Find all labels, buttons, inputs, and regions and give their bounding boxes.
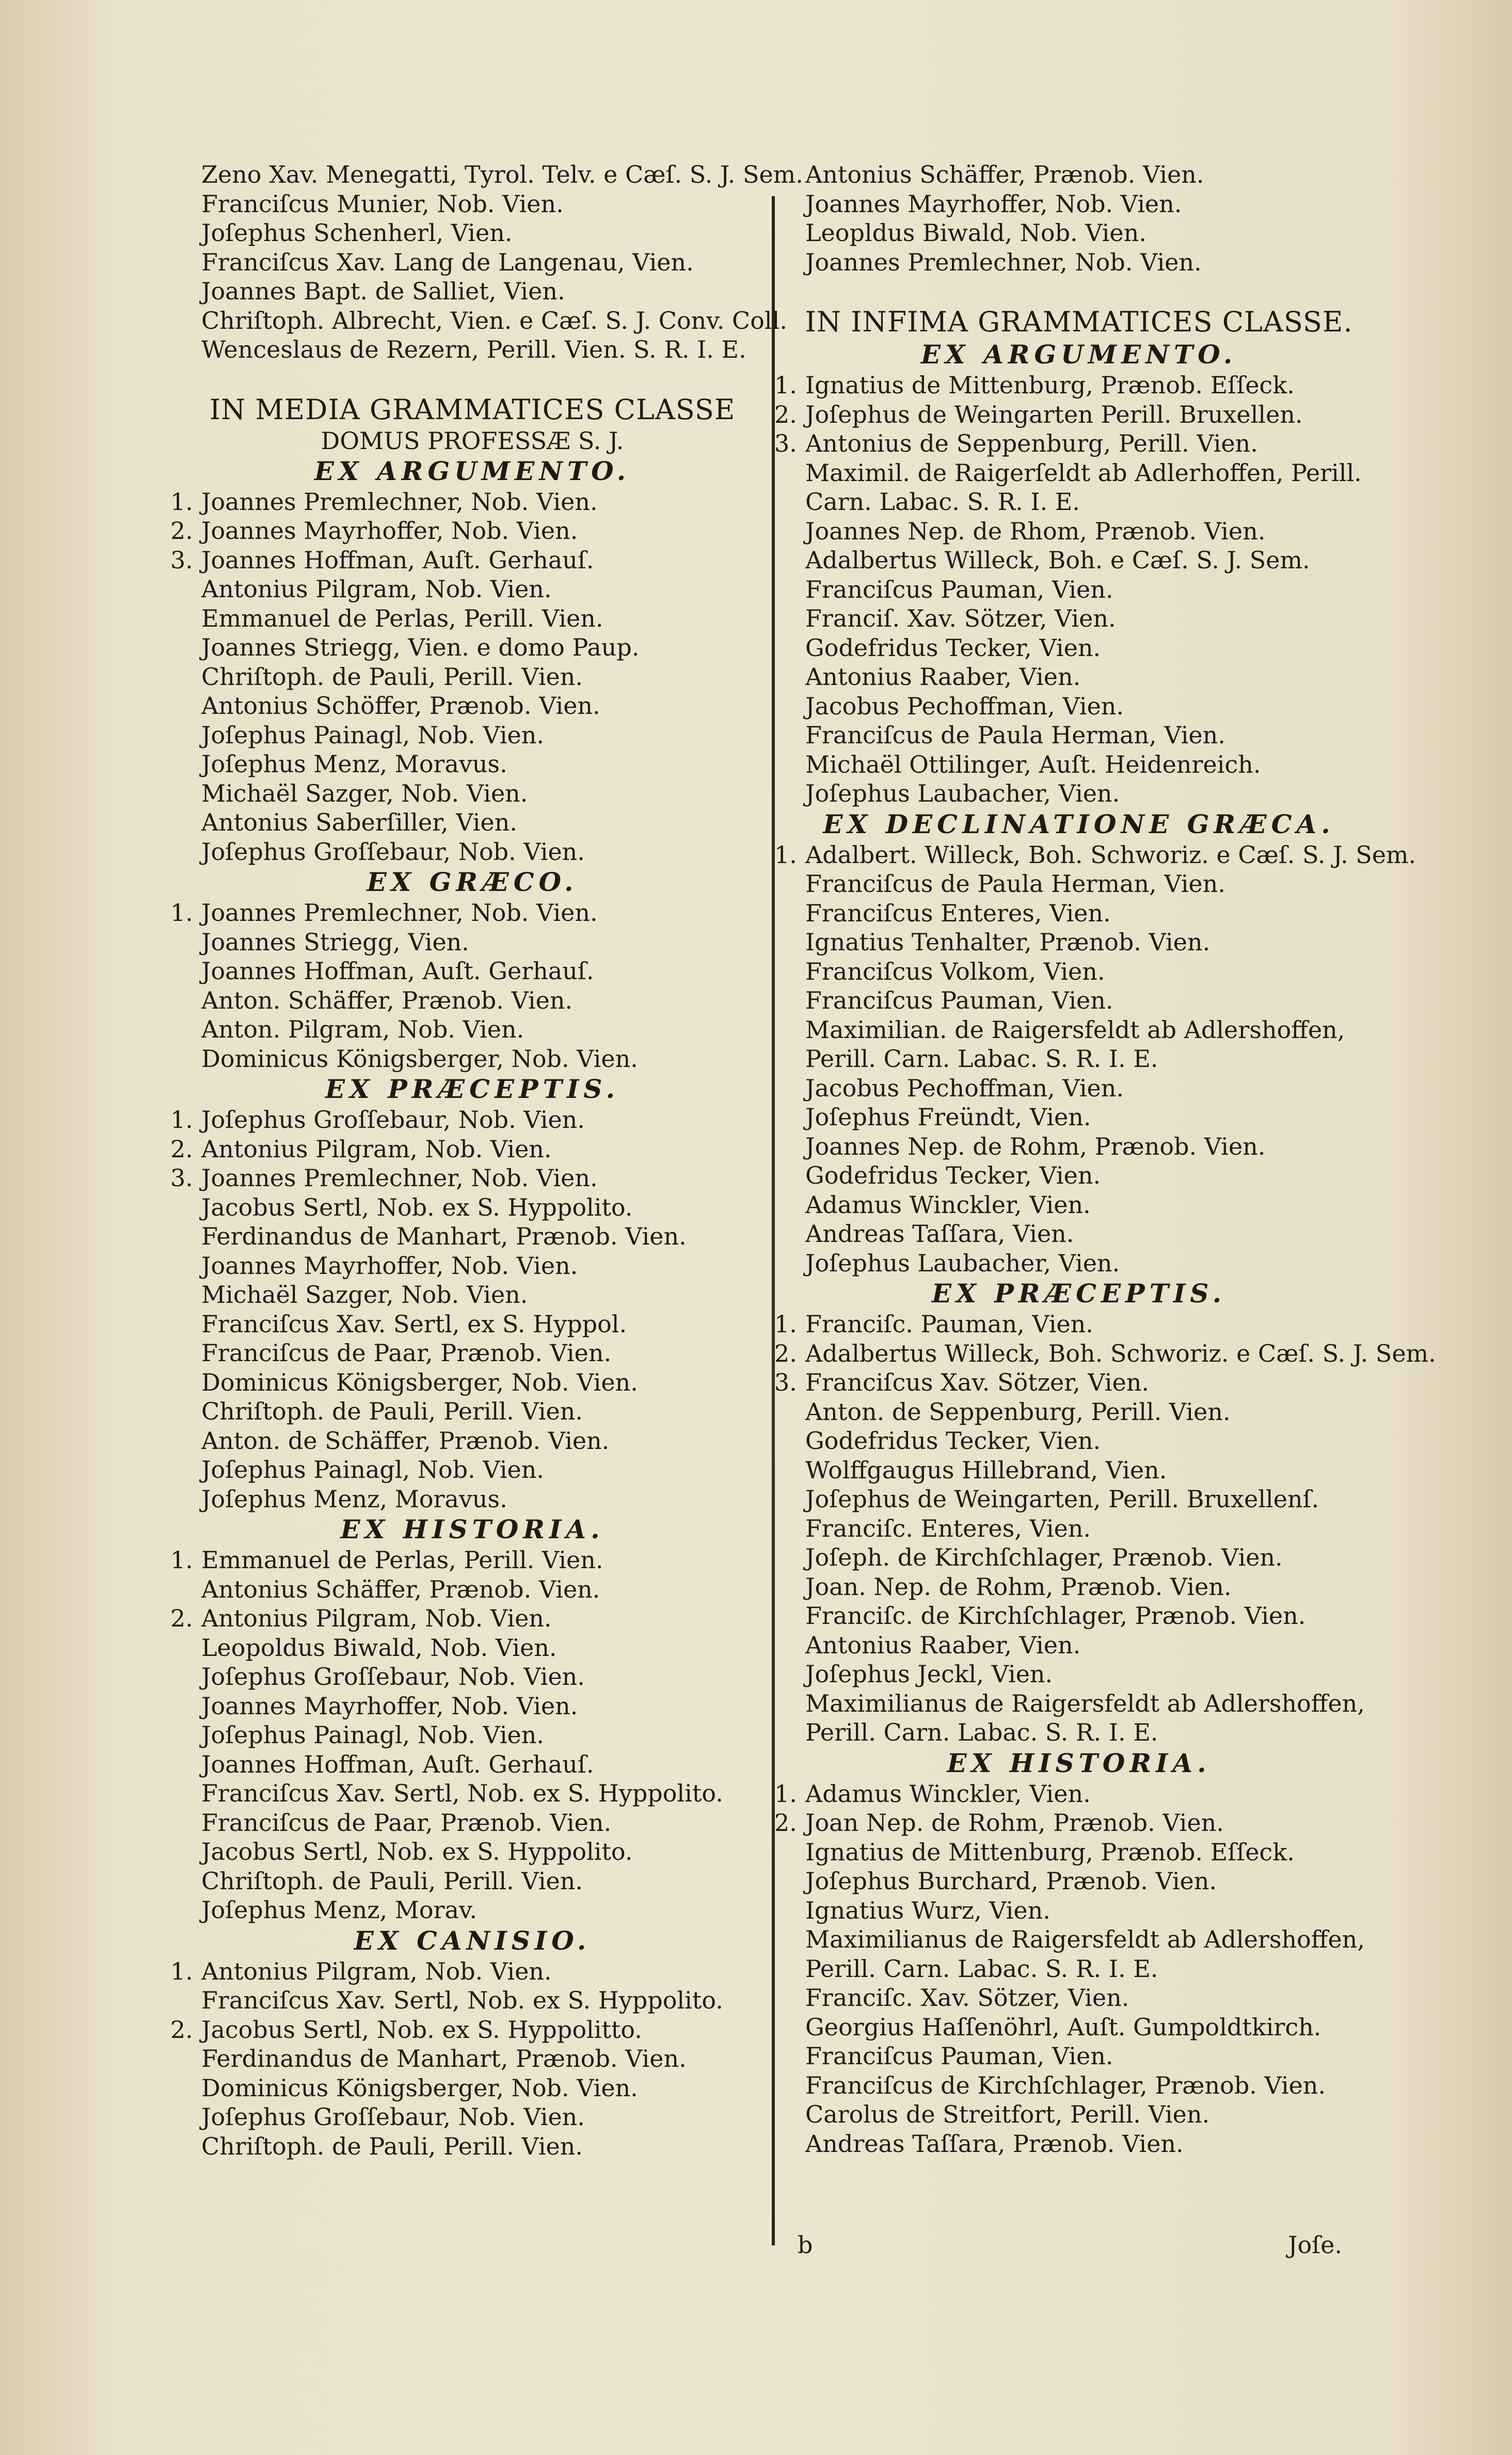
- section-ex-argumento-left: [170, 455, 774, 867]
- entry-text: Joannes Striegg, Vien. e domo Paup.: [201, 633, 640, 661]
- list-item: [774, 1543, 1383, 1572]
- entry-text: Joannes Bapt. de Salliet, Vien.: [201, 277, 565, 305]
- list-item: [774, 779, 1383, 808]
- entry-text: Joſephus de Weingarten Perill. Bruxellen.: [805, 400, 1303, 428]
- entry-text: Antonius Schäffer, Prænob. Vien.: [201, 1575, 600, 1603]
- entry-text: Wenceslaus de Rezern, Perill. Vien. S. R. I. E.: [201, 336, 746, 363]
- ranked-entry: [170, 1633, 774, 1663]
- entry-text: Franciſcus Pauman, Vien.: [805, 2042, 1113, 2070]
- entry-text: Antonius Pilgram, Nob. Vien.: [201, 575, 552, 603]
- entry-text: Leopoldus Biwald, Nob. Vien.: [201, 1633, 557, 1662]
- rank-number: 1.: [774, 1310, 797, 1338]
- list-item: [774, 1219, 1383, 1249]
- ranked-entry: [774, 1808, 1383, 1838]
- entry-text: Franciſc. de Kirchſchlager, Prænob. Vien.: [805, 1602, 1306, 1630]
- rank-number: 1.: [170, 1546, 193, 1574]
- entry-text: Dominicus Königsberger, Nob. Vien.: [201, 1044, 638, 1073]
- list-item: [170, 160, 803, 189]
- entry-text: Godefridus Tecker, Vien.: [805, 1161, 1101, 1189]
- entry-text: Joſephus Menz, Moravus.: [201, 1485, 507, 1513]
- list-item: [774, 1161, 1383, 1190]
- list-item: [170, 189, 774, 219]
- section-title: EX ARGUMENTO.: [314, 455, 631, 486]
- ranked-entry: [774, 458, 1383, 488]
- entry-text: Chriſtoph. de Pauli, Perill. Vien.: [201, 662, 583, 691]
- entry-text: Joannes Nep. de Rohm, Prænob. Vien.: [805, 1132, 1266, 1160]
- entry-text: Maximil. de Raigerſeldt ab Adlerhoffen, Perill.: [805, 458, 1362, 487]
- list-item: [170, 2132, 774, 2161]
- ranked-entry: [170, 1575, 774, 1604]
- list-item: [774, 1896, 1383, 1925]
- list-item: [170, 1662, 774, 1692]
- list-item: [774, 1514, 1383, 1543]
- entry-text: Adamus Winckler, Vien.: [805, 1779, 1091, 1808]
- entry-text: Franciſcus de Paar, Prænob. Vien.: [201, 1339, 612, 1367]
- entry-text: Antonius Pilgram, Nob. Vien.: [201, 1604, 552, 1632]
- list-item: [170, 1720, 774, 1750]
- list-item: [774, 248, 1383, 277]
- rank-number: 2.: [170, 1604, 193, 1632]
- entry-text: Joannes Striegg, Vien.: [201, 928, 469, 956]
- rank-number: 1.: [774, 371, 797, 399]
- list-item: [774, 1485, 1383, 1514]
- class-subheading-domus: DOMUS PROFESSÆ S. J.: [321, 426, 624, 455]
- list-item: [774, 1572, 1383, 1602]
- list-item: [774, 1983, 1383, 2013]
- entry-text: Jacobus Sertl, Nob. ex S. Hyppolitto.: [201, 2015, 642, 2044]
- list-item: [774, 575, 1383, 604]
- entry-text: Joannes Premlechner, Nob. Vien.: [201, 1164, 598, 1192]
- entry-text: Joſephus Laubacher, Vien.: [805, 1249, 1120, 1277]
- list-item: [774, 692, 1383, 721]
- list-item: [170, 986, 774, 1015]
- entry-text: Jacobus Sertl, Nob. ex S. Hyppolito.: [201, 1193, 633, 1221]
- entry-text: Dominicus Königsberger, Nob. Vien.: [201, 1368, 638, 1396]
- entry-text: Chriſtoph. de Pauli, Perill. Vien.: [201, 1867, 583, 1895]
- entry-text: Franciſc. Pauman, Vien.: [805, 1310, 1093, 1338]
- entry-text: Franciſcus Enteres, Vien.: [805, 899, 1111, 927]
- entry-text: Joannes Mayrhoffer, Nob. Vien.: [201, 1251, 578, 1280]
- entry-text: Joſephus Groſſebaur, Nob. Vien.: [201, 2103, 585, 2131]
- rank-number: 3.: [170, 546, 193, 574]
- entry-text: Franciſcus Pauman, Vien.: [805, 986, 1113, 1014]
- rank-number: 1.: [774, 840, 797, 869]
- list-item: [774, 2013, 1383, 2042]
- entry-text: Anton. Schäffer, Prænob. Vien.: [201, 986, 573, 1014]
- list-item: [774, 2129, 1383, 2159]
- list-item: [774, 1718, 1383, 1747]
- entry-text: Ferdinandus de Manhart, Prænob. Vien.: [201, 1222, 687, 1250]
- rank-number: 3.: [774, 1368, 797, 1396]
- list-item: [170, 2044, 774, 2074]
- entry-text: Ferdinandus de Manhart, Prænob. Vien.: [201, 2045, 687, 2073]
- list-item: [170, 1397, 774, 1426]
- right-top-list: [774, 160, 1383, 277]
- entry-text: Carn. Labac. S. R. I. E.: [805, 488, 1080, 516]
- entry-text: Andreas Taſſara, Vien.: [805, 1220, 1074, 1248]
- entry-text: Joannes Premlechner, Nob. Vien.: [201, 487, 598, 516]
- list-item: [774, 869, 1383, 899]
- list-item: [774, 662, 1383, 692]
- entry-text: Carolus de Streitfort, Perill. Vien.: [805, 2100, 1210, 2128]
- class-heading-media: IN MEDIA GRAMMATICES CLASSE: [209, 393, 736, 426]
- list-item: [170, 604, 774, 633]
- entry-text: Maximilianus de Raigersfeldt ab Adlershoffen,: [805, 1925, 1365, 1953]
- ranked-entry: [170, 575, 774, 604]
- entry-text: Franciſcus Munier, Nob. Vien.: [201, 189, 564, 218]
- rank-number: 1.: [170, 899, 193, 927]
- ranked-entry: [774, 400, 1383, 429]
- ranked-entry: [170, 898, 774, 928]
- entry-text: Joſephus Painagl, Nob. Vien.: [201, 1456, 545, 1484]
- list-item: [774, 189, 1383, 219]
- list-item: [170, 662, 774, 692]
- section-ex-praeceptis-left: [170, 1073, 774, 1513]
- list-item: [774, 1456, 1383, 1485]
- entry-text: Franciſc. Xav. Sötzer, Vien.: [805, 1984, 1129, 2012]
- section-title: EX DECLINATIONE GRÆCA.: [823, 808, 1335, 839]
- section-title: EX HISTORIA.: [947, 1747, 1211, 1778]
- list-item: [774, 986, 1383, 1015]
- list-item: [774, 1838, 1383, 1867]
- section-title: EX HISTORIA.: [340, 1514, 604, 1544]
- list-item: [774, 957, 1383, 986]
- list-item: [170, 1310, 774, 1339]
- entry-text: Franciſcus Xav. Sertl, ex S. Hyppol.: [201, 1310, 627, 1338]
- entry-text: Maximilian. de Raigersfeldt ab Adlershoffen,: [805, 1015, 1345, 1044]
- list-item: [170, 1426, 774, 1456]
- entry-text: Franciſ. Xav. Sötzer, Vien.: [805, 604, 1116, 632]
- section-title: EX PRÆCEPTIS.: [325, 1074, 619, 1104]
- section-title: EX ARGUMENTO.: [920, 339, 1237, 370]
- ranked-entry: [170, 516, 774, 546]
- entry-text: Joſeph. de Kirchſchlager, Prænob. Vien.: [805, 1543, 1283, 1571]
- entry-text: Joſephus Groſſebaur, Nob. Vien.: [201, 1663, 585, 1691]
- entry-text: Franciſcus Xav. Sertl, Nob. ex S. Hyppolito.: [201, 1779, 723, 1807]
- entry-text: Adalbertus Willeck, Boh. Schworiz. e Cæſ. S. J. Sem.: [805, 1339, 1436, 1367]
- list-item: [774, 517, 1383, 546]
- list-item: [774, 1132, 1383, 1161]
- class-heading-infima: IN INFIMA GRAMMATICES CLASSE.: [805, 306, 1353, 338]
- entry-text: Antonius Raaber, Vien.: [805, 663, 1081, 691]
- entry-text: Adalbertus Willeck, Boh. e Cæſ. S. J. Sem.: [805, 546, 1310, 574]
- list-item: [774, 1190, 1383, 1220]
- rank-number: 2.: [774, 400, 797, 428]
- ranked-entry: [774, 840, 1416, 870]
- list-item: [774, 1249, 1383, 1278]
- entry-text: Jacobus Pechoffman, Vien.: [805, 1074, 1124, 1102]
- rank-number: 2.: [170, 517, 193, 545]
- rank-number: 1.: [170, 1106, 193, 1134]
- list-item: [170, 837, 774, 867]
- entry-text: Joſephus Burchard, Prænob. Vien.: [805, 1867, 1217, 1895]
- list-item: [170, 306, 787, 336]
- list-item: [170, 1338, 774, 1368]
- list-item: [170, 691, 774, 721]
- entry-text: Chriſtoph. de Pauli, Perill. Vien.: [201, 2132, 583, 2160]
- ranked-entry: [170, 1957, 774, 1986]
- rank-number: 3.: [774, 429, 797, 457]
- list-item: [170, 1779, 774, 1808]
- entry-text: Adamus Winckler, Vien.: [805, 1190, 1091, 1219]
- list-item: [170, 1251, 774, 1281]
- ranked-entry: [774, 1368, 1383, 1397]
- entry-text: Antonius Schöffer, Prænob. Vien.: [201, 692, 600, 720]
- section-ex-praeceptis-right: [774, 1278, 1436, 1747]
- ranked-entry: [774, 487, 1383, 517]
- entry-text: Joſephus Groſſebaur, Nob. Vien.: [201, 1106, 585, 1134]
- entry-text: Joannes Hoffman, Auſt. Gerhauſ.: [201, 1750, 594, 1778]
- catchword: Joſe.: [1288, 2231, 1343, 2259]
- entry-text: Joannes Premlechner, Nob. Vien.: [805, 248, 1202, 276]
- entry-text: Joan Nep. de Rohm, Prænob. Vien.: [805, 1809, 1224, 1837]
- rank-number: 2.: [774, 1809, 797, 1837]
- list-item: [774, 1689, 1383, 1718]
- entry-text: Joſephus Jeckl, Vien.: [805, 1660, 1053, 1688]
- list-item: [170, 779, 774, 808]
- ranked-entry: [774, 429, 1383, 458]
- entry-text: Joſephus Schenherl, Vien.: [201, 219, 513, 247]
- entry-text: Emmanuel de Perlas, Perill. Vien.: [201, 1546, 603, 1574]
- entry-text: Antonius Schäffer, Prænob. Vien.: [805, 161, 1204, 188]
- ranked-entry: [170, 487, 774, 517]
- entry-text: Joannes Mayrhoffer, Nob. Vien.: [805, 189, 1182, 218]
- list-item: [170, 1692, 774, 1721]
- section-ex-canisio-left: [170, 1925, 774, 2161]
- ranked-entry: [170, 1986, 774, 2015]
- list-item: [774, 1074, 1383, 1103]
- list-item: [170, 721, 774, 750]
- list-item: [774, 750, 1383, 779]
- list-item: [170, 1750, 774, 1779]
- ranked-entry: [774, 371, 1383, 400]
- entry-text: Antonius de Seppenburg, Perill. Vien.: [805, 429, 1258, 457]
- ranked-entry: [170, 1604, 774, 1633]
- list-item: [774, 899, 1383, 928]
- entry-text: Antonius Pilgram, Nob. Vien.: [201, 1135, 552, 1163]
- entry-text: Franciſc. Enteres, Vien.: [805, 1514, 1091, 1542]
- list-item: [170, 248, 774, 277]
- entry-text: Leopldus Biwald, Nob. Vien.: [805, 219, 1147, 247]
- entry-text: Anton. Pilgram, Nob. Vien.: [201, 1015, 524, 1043]
- list-item: [774, 2042, 1383, 2071]
- list-item: [170, 1044, 774, 1074]
- entry-text: Maximilianus de Raigersfeldt ab Adlershoffen,: [805, 1689, 1365, 1717]
- list-item: [774, 1426, 1383, 1456]
- entry-text: Franciſcus de Paula Herman, Vien.: [805, 870, 1225, 898]
- rank-number: 2.: [774, 1339, 797, 1367]
- entry-text: Wolffgaugus Hillebrand, Vien.: [805, 1456, 1167, 1484]
- entry-text: Joannes Mayrhoffer, Nob. Vien.: [201, 1692, 578, 1720]
- section-ex-historia-left: [170, 1513, 774, 1925]
- entry-text: Anton. de Seppenburg, Perill. Vien.: [805, 1397, 1231, 1426]
- rank-number: 1.: [774, 1779, 797, 1808]
- list-item: [170, 335, 774, 364]
- ranked-entry: [170, 1135, 774, 1164]
- entry-text: Andreas Taſſara, Prænob. Vien.: [805, 2129, 1184, 2158]
- list-item: [774, 1044, 1383, 1074]
- list-item: [170, 928, 774, 957]
- entry-text: Godefridus Tecker, Vien.: [805, 633, 1101, 662]
- rank-number: 1.: [170, 1957, 193, 1985]
- list-item: [170, 750, 774, 779]
- signature-mark: b: [798, 2231, 813, 2259]
- list-item: [170, 1015, 774, 1044]
- rank-number: 1.: [170, 487, 193, 516]
- list-item: [774, 1660, 1383, 1689]
- entry-text: Antonius Saberſiller, Vien.: [201, 808, 517, 836]
- entry-text: Joan. Nep. de Rohm, Prænob. Vien.: [805, 1572, 1232, 1601]
- entry-text: Ignatius Wurz, Vien.: [805, 1896, 1051, 1924]
- list-item: [774, 721, 1383, 750]
- rank-number: 3.: [170, 1164, 193, 1192]
- entry-text: Joannes Hoffman, Auſt. Gerhauſ.: [201, 957, 594, 985]
- list-item: [170, 1368, 774, 1397]
- entry-text: Emmanuel de Perlas, Perill. Vien.: [201, 604, 603, 632]
- entry-text: Jacobus Sertl, Nob. ex S. Hyppolito.: [201, 1838, 633, 1866]
- entry-text: Jacobus Pechoffman, Vien.: [805, 692, 1124, 720]
- list-item: [170, 1485, 774, 1514]
- section-ex-graeco-left: [170, 866, 774, 1073]
- entry-text: Franciſcus de Paar, Prænob. Vien.: [201, 1808, 612, 1837]
- list-item: [170, 1867, 774, 1896]
- section-ex-argumento-right: [774, 339, 1383, 808]
- entry-text: Joannes Premlechner, Nob. Vien.: [201, 899, 598, 927]
- entry-text: Franciſcus de Kirchſchlager, Prænob. Vien.: [805, 2071, 1326, 2099]
- list-item: [774, 218, 1383, 248]
- rank-number: 2.: [170, 1135, 193, 1163]
- ranked-entry: [774, 1310, 1383, 1339]
- list-item: [170, 957, 774, 986]
- entry-text: Michaël Sazger, Nob. Vien.: [201, 1281, 528, 1309]
- entry-text: Joſephus Groſſebaur, Nob. Vien.: [201, 837, 585, 866]
- ranked-entry: [170, 1545, 774, 1575]
- left-top-list: [170, 160, 803, 364]
- entry-text: Michaël Ottilinger, Auſt. Heidenreich.: [805, 750, 1261, 778]
- list-item: [170, 1455, 774, 1485]
- list-item: [774, 1954, 1383, 1984]
- entry-text: Joſephus de Weingarten, Perill. Bruxellenſ.: [805, 1485, 1319, 1513]
- list-item: [774, 2100, 1383, 2129]
- entry-text: Ignatius Tenhalter, Prænob. Vien.: [805, 928, 1211, 956]
- list-item: [170, 633, 774, 662]
- list-item: [774, 2071, 1383, 2100]
- entry-text: Adalbert. Willeck, Boh. Schworiz. e Cæſ. S. J. Sem.: [805, 840, 1416, 869]
- entry-text: Joſephus Painagl, Nob. Vien.: [201, 721, 545, 749]
- entry-text: Dominicus Königsberger, Nob. Vien.: [201, 2074, 638, 2102]
- list-item: [170, 218, 774, 248]
- entry-text: Antonius Raaber, Vien.: [805, 1631, 1081, 1659]
- list-item: [774, 1103, 1383, 1132]
- section-title: EX CANISIO.: [354, 1925, 591, 1956]
- list-item: [774, 546, 1383, 575]
- ranked-entry: [774, 1779, 1383, 1809]
- ranked-entry: [170, 546, 774, 575]
- section-title: EX PRÆCEPTIS.: [931, 1278, 1226, 1309]
- entry-text: Joſephus Menz, Morav.: [201, 1896, 478, 1924]
- entry-text: Ignatius de Mittenburg, Prænob. Eſſeck.: [805, 371, 1295, 399]
- entry-text: Franciſcus Xav. Lang de Langenau, Vien.: [201, 248, 694, 276]
- entry-text: Joannes Nep. de Rhom, Prænob. Vien.: [805, 517, 1266, 545]
- entry-text: Antonius Pilgram, Nob. Vien.: [201, 1957, 552, 1985]
- entry-text: Franciſcus Pauman, Vien.: [805, 575, 1113, 603]
- ranked-entry: [170, 1193, 774, 1222]
- list-item: [774, 1925, 1383, 1954]
- entry-text: Franciſcus Xav. Sötzer, Vien.: [805, 1368, 1149, 1396]
- entry-text: Franciſcus Volkom, Vien.: [805, 957, 1105, 985]
- entry-text: Zeno Xav. Menegatti, Tyrol. Telv. e Cæſ. S. J. Sem.: [201, 161, 803, 188]
- entry-text: Joannes Mayrhoffer, Nob. Vien.: [201, 517, 578, 545]
- entry-text: Franciſcus de Paula Herman, Vien.: [805, 721, 1225, 749]
- list-item: [774, 1631, 1383, 1660]
- entry-text: Franciſcus Xav. Sertl, Nob. ex S. Hyppolito.: [201, 1986, 723, 2014]
- entry-text: Joſephus Laubacher, Vien.: [805, 779, 1120, 807]
- ranked-entry: [170, 1105, 774, 1135]
- entry-text: Godefridus Tecker, Vien.: [805, 1427, 1101, 1455]
- list-item: [170, 808, 774, 837]
- list-item: [774, 1601, 1383, 1631]
- entry-text: Perill. Carn. Labac. S. R. I. E.: [805, 1718, 1158, 1746]
- entry-text: Anton. de Schäffer, Prænob. Vien.: [201, 1426, 610, 1455]
- list-item: [170, 2074, 774, 2103]
- ranked-entry: [170, 1163, 774, 1193]
- entry-text: Chriſtoph. de Pauli, Perill. Vien.: [201, 1397, 583, 1425]
- section-ex-declinatione-graeca: [774, 808, 1416, 1278]
- list-item: [170, 277, 774, 306]
- entry-text: Ignatius de Mittenburg, Prænob. Eſſeck.: [805, 1838, 1295, 1866]
- list-item: [170, 1280, 774, 1310]
- list-item: [774, 633, 1383, 663]
- list-item: [170, 1837, 774, 1867]
- list-item: [774, 1015, 1383, 1045]
- list-item: [774, 1397, 1383, 1427]
- list-item: [170, 1222, 774, 1251]
- entry-text: Joſephus Painagl, Nob. Vien.: [201, 1721, 545, 1749]
- ranked-entry: [774, 1339, 1436, 1368]
- left-column: [170, 160, 803, 2161]
- entry-text: Joannes Hoffman, Auſt. Gerhauſ.: [201, 546, 594, 574]
- entry-text: Perill. Carn. Labac. S. R. I. E.: [805, 1954, 1158, 1983]
- ranked-entry: [170, 2015, 774, 2045]
- entry-text: Michaël Sazger, Nob. Vien.: [201, 779, 528, 807]
- entry-text: Joſephus Freündt, Vien.: [805, 1103, 1091, 1131]
- list-item: [774, 928, 1383, 957]
- rank-number: 2.: [170, 2015, 193, 2044]
- entry-text: Joſephus Menz, Moravus.: [201, 750, 507, 778]
- list-item: [774, 1867, 1383, 1896]
- list-item: [170, 1895, 774, 1925]
- right-column: [774, 160, 1436, 2158]
- entry-text: Georgius Haſſenöhrl, Auſt. Gumpoldtkirch.: [805, 2013, 1322, 2041]
- list-item: [170, 2102, 774, 2132]
- entry-text: Perill. Carn. Labac. S. R. I. E.: [805, 1045, 1158, 1073]
- section-ex-historia-right: [774, 1747, 1383, 2159]
- list-item: [170, 1808, 774, 1838]
- section-title: EX GRÆCO.: [367, 867, 578, 897]
- list-item: [774, 604, 1383, 633]
- list-item: [774, 160, 1383, 189]
- entry-text: Chriſtoph. Albrecht, Vien. e Cæſ. S. J. Conv. Coll.: [201, 306, 787, 334]
